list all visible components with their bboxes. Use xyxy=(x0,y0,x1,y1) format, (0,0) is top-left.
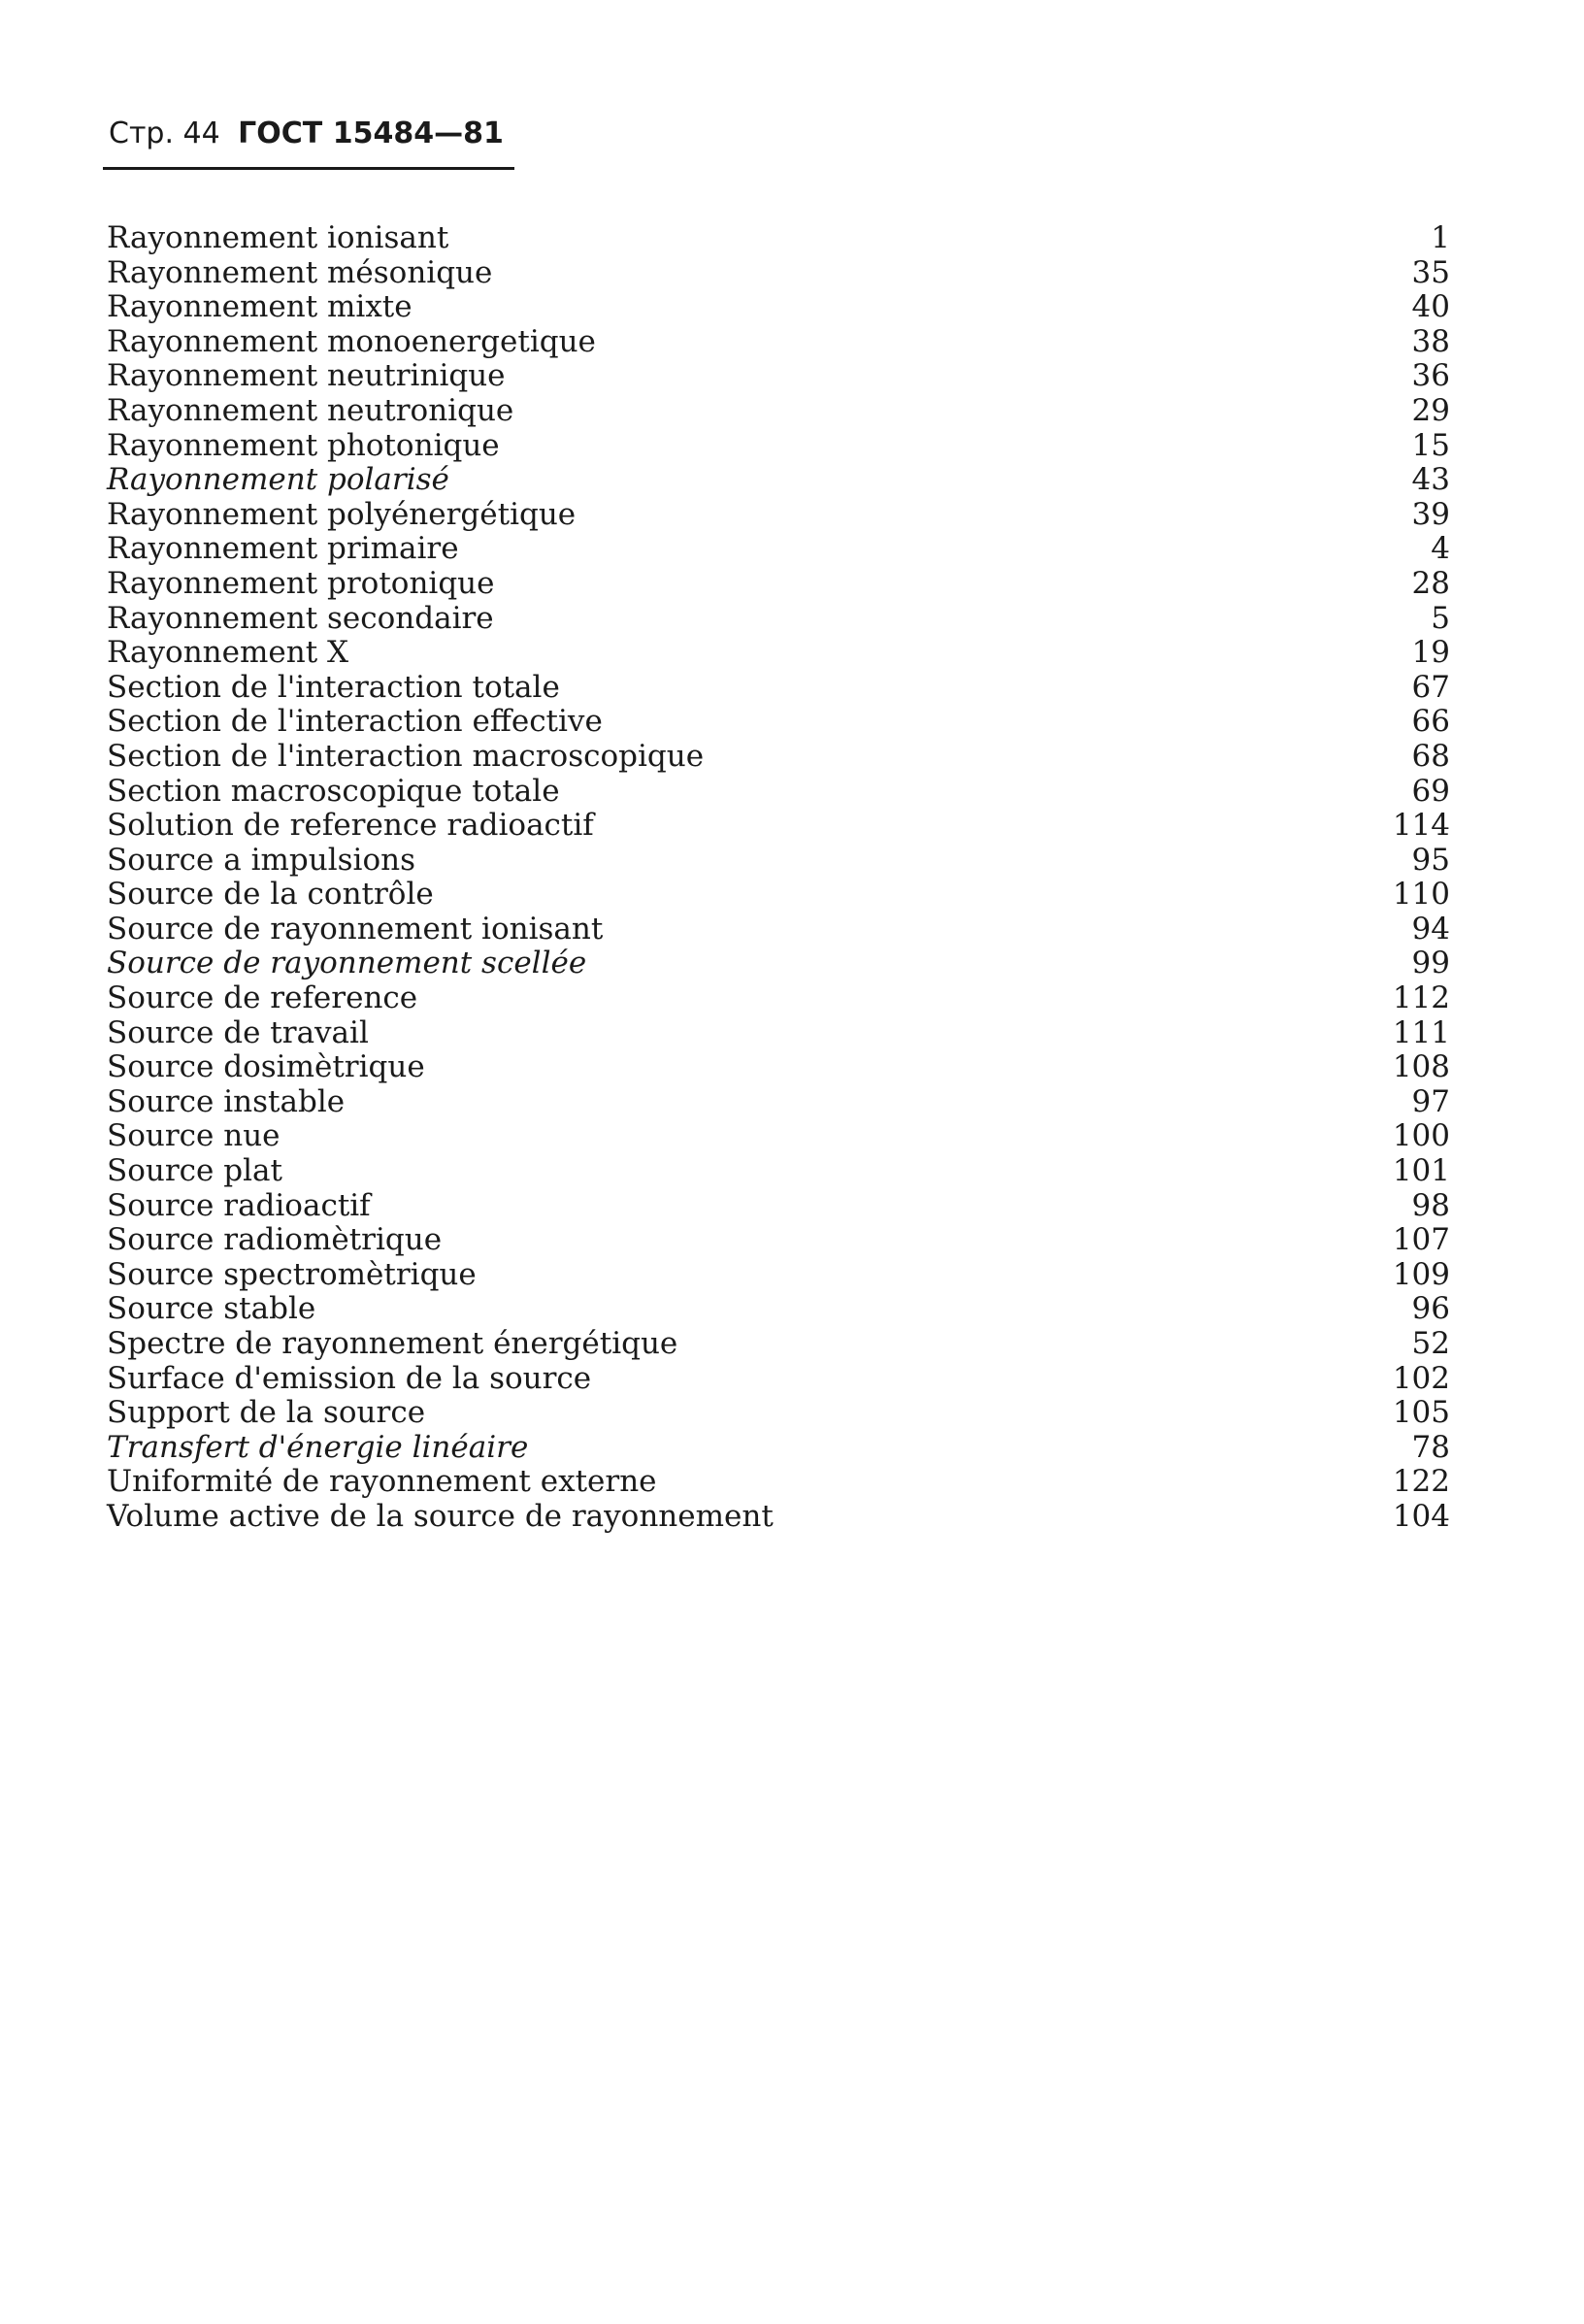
index-entry xyxy=(107,1189,1450,1224)
entry-term: Source radioactif xyxy=(107,1187,371,1223)
index-entry xyxy=(107,359,1450,394)
index-entry xyxy=(107,981,1450,1016)
entry-number: 111 xyxy=(1392,1014,1450,1050)
entry-term: Section de l'interaction macroscopique xyxy=(107,738,705,774)
index-entry xyxy=(107,602,1450,637)
page-header xyxy=(109,115,516,153)
entry-number: 94 xyxy=(1411,911,1450,946)
entry-number: 105 xyxy=(1392,1395,1450,1431)
entry-term: Source de rayonnement scellée xyxy=(107,946,587,981)
index-entry xyxy=(107,1327,1450,1362)
entry-number: 95 xyxy=(1411,842,1450,878)
index-entry xyxy=(107,221,1450,256)
entry-term: Support de la source xyxy=(107,1395,426,1431)
entry-number: 104 xyxy=(1392,1498,1450,1534)
entry-term: Rayonnement primaire xyxy=(107,531,459,567)
index-entry xyxy=(107,1292,1450,1327)
index-entry xyxy=(107,290,1450,325)
entry-number: 102 xyxy=(1392,1360,1450,1396)
entry-term: Rayonnement polyénergétique xyxy=(107,496,577,532)
index-entry xyxy=(107,567,1450,602)
index-entry xyxy=(107,671,1450,706)
entry-number: 78 xyxy=(1411,1429,1450,1465)
entry-term: Uniformité de rayonnement externe xyxy=(107,1464,657,1500)
entry-term: Surface d'emission de la source xyxy=(107,1360,592,1396)
index-list xyxy=(107,221,1450,1535)
entry-term: Solution de reference radioactif xyxy=(107,808,594,844)
entry-term: Source radiomètrique xyxy=(107,1222,443,1258)
entry-term: Rayonnement monoenergetique xyxy=(107,323,596,359)
entry-term: Source nue xyxy=(107,1118,280,1154)
entry-number: 110 xyxy=(1392,877,1450,913)
entry-term: Source de reference xyxy=(107,980,418,1016)
entry-term: Rayonnement ionisant xyxy=(107,220,449,255)
entry-number: 96 xyxy=(1411,1291,1450,1327)
entry-term: Source spectromètrique xyxy=(107,1256,477,1292)
entry-number: 99 xyxy=(1411,946,1450,981)
entry-number: 52 xyxy=(1411,1326,1450,1361)
entry-number: 29 xyxy=(1411,392,1450,428)
entry-number: 5 xyxy=(1431,600,1450,636)
index-entry xyxy=(107,1154,1450,1189)
entry-number: 28 xyxy=(1411,565,1450,601)
entry-term: Source de rayonnement ionisant xyxy=(107,911,604,946)
entry-term: Section de l'interaction effective xyxy=(107,704,603,740)
entry-term: Section de l'interaction totale xyxy=(107,669,560,705)
entry-number: 68 xyxy=(1411,738,1450,774)
index-entry xyxy=(107,325,1450,360)
entry-number: 36 xyxy=(1411,358,1450,394)
index-entry xyxy=(107,636,1450,671)
entry-number: 97 xyxy=(1411,1083,1450,1119)
entry-term: Rayonnement photonique xyxy=(107,427,500,463)
document-code: ГОСТ 15484—81 xyxy=(238,116,504,150)
index-entry xyxy=(107,844,1450,879)
index-entry xyxy=(107,1500,1450,1535)
entry-number: 107 xyxy=(1392,1222,1450,1258)
entry-number: 19 xyxy=(1411,635,1450,671)
entry-term: Source de travail xyxy=(107,1014,369,1050)
index-entry xyxy=(107,946,1450,981)
entry-term: Section macroscopique totale xyxy=(107,773,560,809)
index-entry xyxy=(107,1258,1450,1293)
entry-term: Source instable xyxy=(107,1083,346,1119)
entry-term: Rayonnement mésonique xyxy=(107,254,493,290)
index-entry xyxy=(107,705,1450,740)
index-entry xyxy=(107,1119,1450,1154)
index-entry xyxy=(107,775,1450,810)
index-entry xyxy=(107,429,1450,464)
index-entry xyxy=(107,1016,1450,1051)
index-entry xyxy=(107,498,1450,533)
entry-term: Rayonnement X xyxy=(107,635,349,671)
entry-number: 114 xyxy=(1392,808,1450,844)
entry-term: Transfert d'énergie linéaire xyxy=(107,1429,529,1465)
entry-term: Rayonnement secondaire xyxy=(107,600,494,636)
entry-number: 100 xyxy=(1392,1118,1450,1154)
entry-term: Source a impulsions xyxy=(107,842,415,878)
entry-number: 67 xyxy=(1411,669,1450,705)
entry-number: 66 xyxy=(1411,704,1450,740)
index-entry xyxy=(107,1050,1450,1085)
index-entry xyxy=(107,878,1450,913)
index-entry xyxy=(107,1465,1450,1500)
entry-number: 38 xyxy=(1411,323,1450,359)
header-rule xyxy=(103,167,514,170)
index-entry xyxy=(107,1431,1450,1466)
entry-term: Volume active de la source de rayonnement xyxy=(107,1498,774,1534)
entry-number: 1 xyxy=(1431,220,1450,255)
entry-term: Source de la contrôle xyxy=(107,877,434,913)
entry-term: Rayonnement mixte xyxy=(107,289,412,325)
entry-number: 101 xyxy=(1392,1153,1450,1189)
index-entry xyxy=(107,809,1450,844)
entry-number: 98 xyxy=(1411,1187,1450,1223)
index-entry xyxy=(107,532,1450,567)
entry-number: 15 xyxy=(1411,427,1450,463)
entry-number: 112 xyxy=(1392,980,1450,1016)
entry-number: 40 xyxy=(1411,289,1450,325)
entry-number: 35 xyxy=(1411,254,1450,290)
entry-term: Source dosimètrique xyxy=(107,1049,425,1085)
page-number: Стр. 44 xyxy=(109,116,220,150)
index-entry xyxy=(107,1223,1450,1258)
entry-number: 39 xyxy=(1411,496,1450,532)
index-entry xyxy=(107,1085,1450,1120)
entry-term: Spectre de rayonnement énergétique xyxy=(107,1326,678,1361)
entry-term: Rayonnement neutrinique xyxy=(107,358,506,394)
entry-number: 69 xyxy=(1411,773,1450,809)
entry-term: Rayonnement polarisé xyxy=(107,462,449,498)
entry-term: Source plat xyxy=(107,1153,282,1189)
index-entry xyxy=(107,913,1450,947)
index-entry xyxy=(107,740,1450,775)
entry-number: 4 xyxy=(1431,531,1450,567)
index-entry xyxy=(107,394,1450,429)
index-entry xyxy=(107,1362,1450,1397)
entry-term: Source stable xyxy=(107,1291,316,1327)
index-entry xyxy=(107,1396,1450,1431)
index-entry xyxy=(107,256,1450,291)
entry-number: 108 xyxy=(1392,1049,1450,1085)
index-entry xyxy=(107,463,1450,498)
entry-term: Rayonnement neutronique xyxy=(107,392,514,428)
entry-number: 43 xyxy=(1411,462,1450,498)
entry-term: Rayonnement protonique xyxy=(107,565,495,601)
entry-number: 122 xyxy=(1392,1464,1450,1500)
entry-number: 109 xyxy=(1392,1256,1450,1292)
